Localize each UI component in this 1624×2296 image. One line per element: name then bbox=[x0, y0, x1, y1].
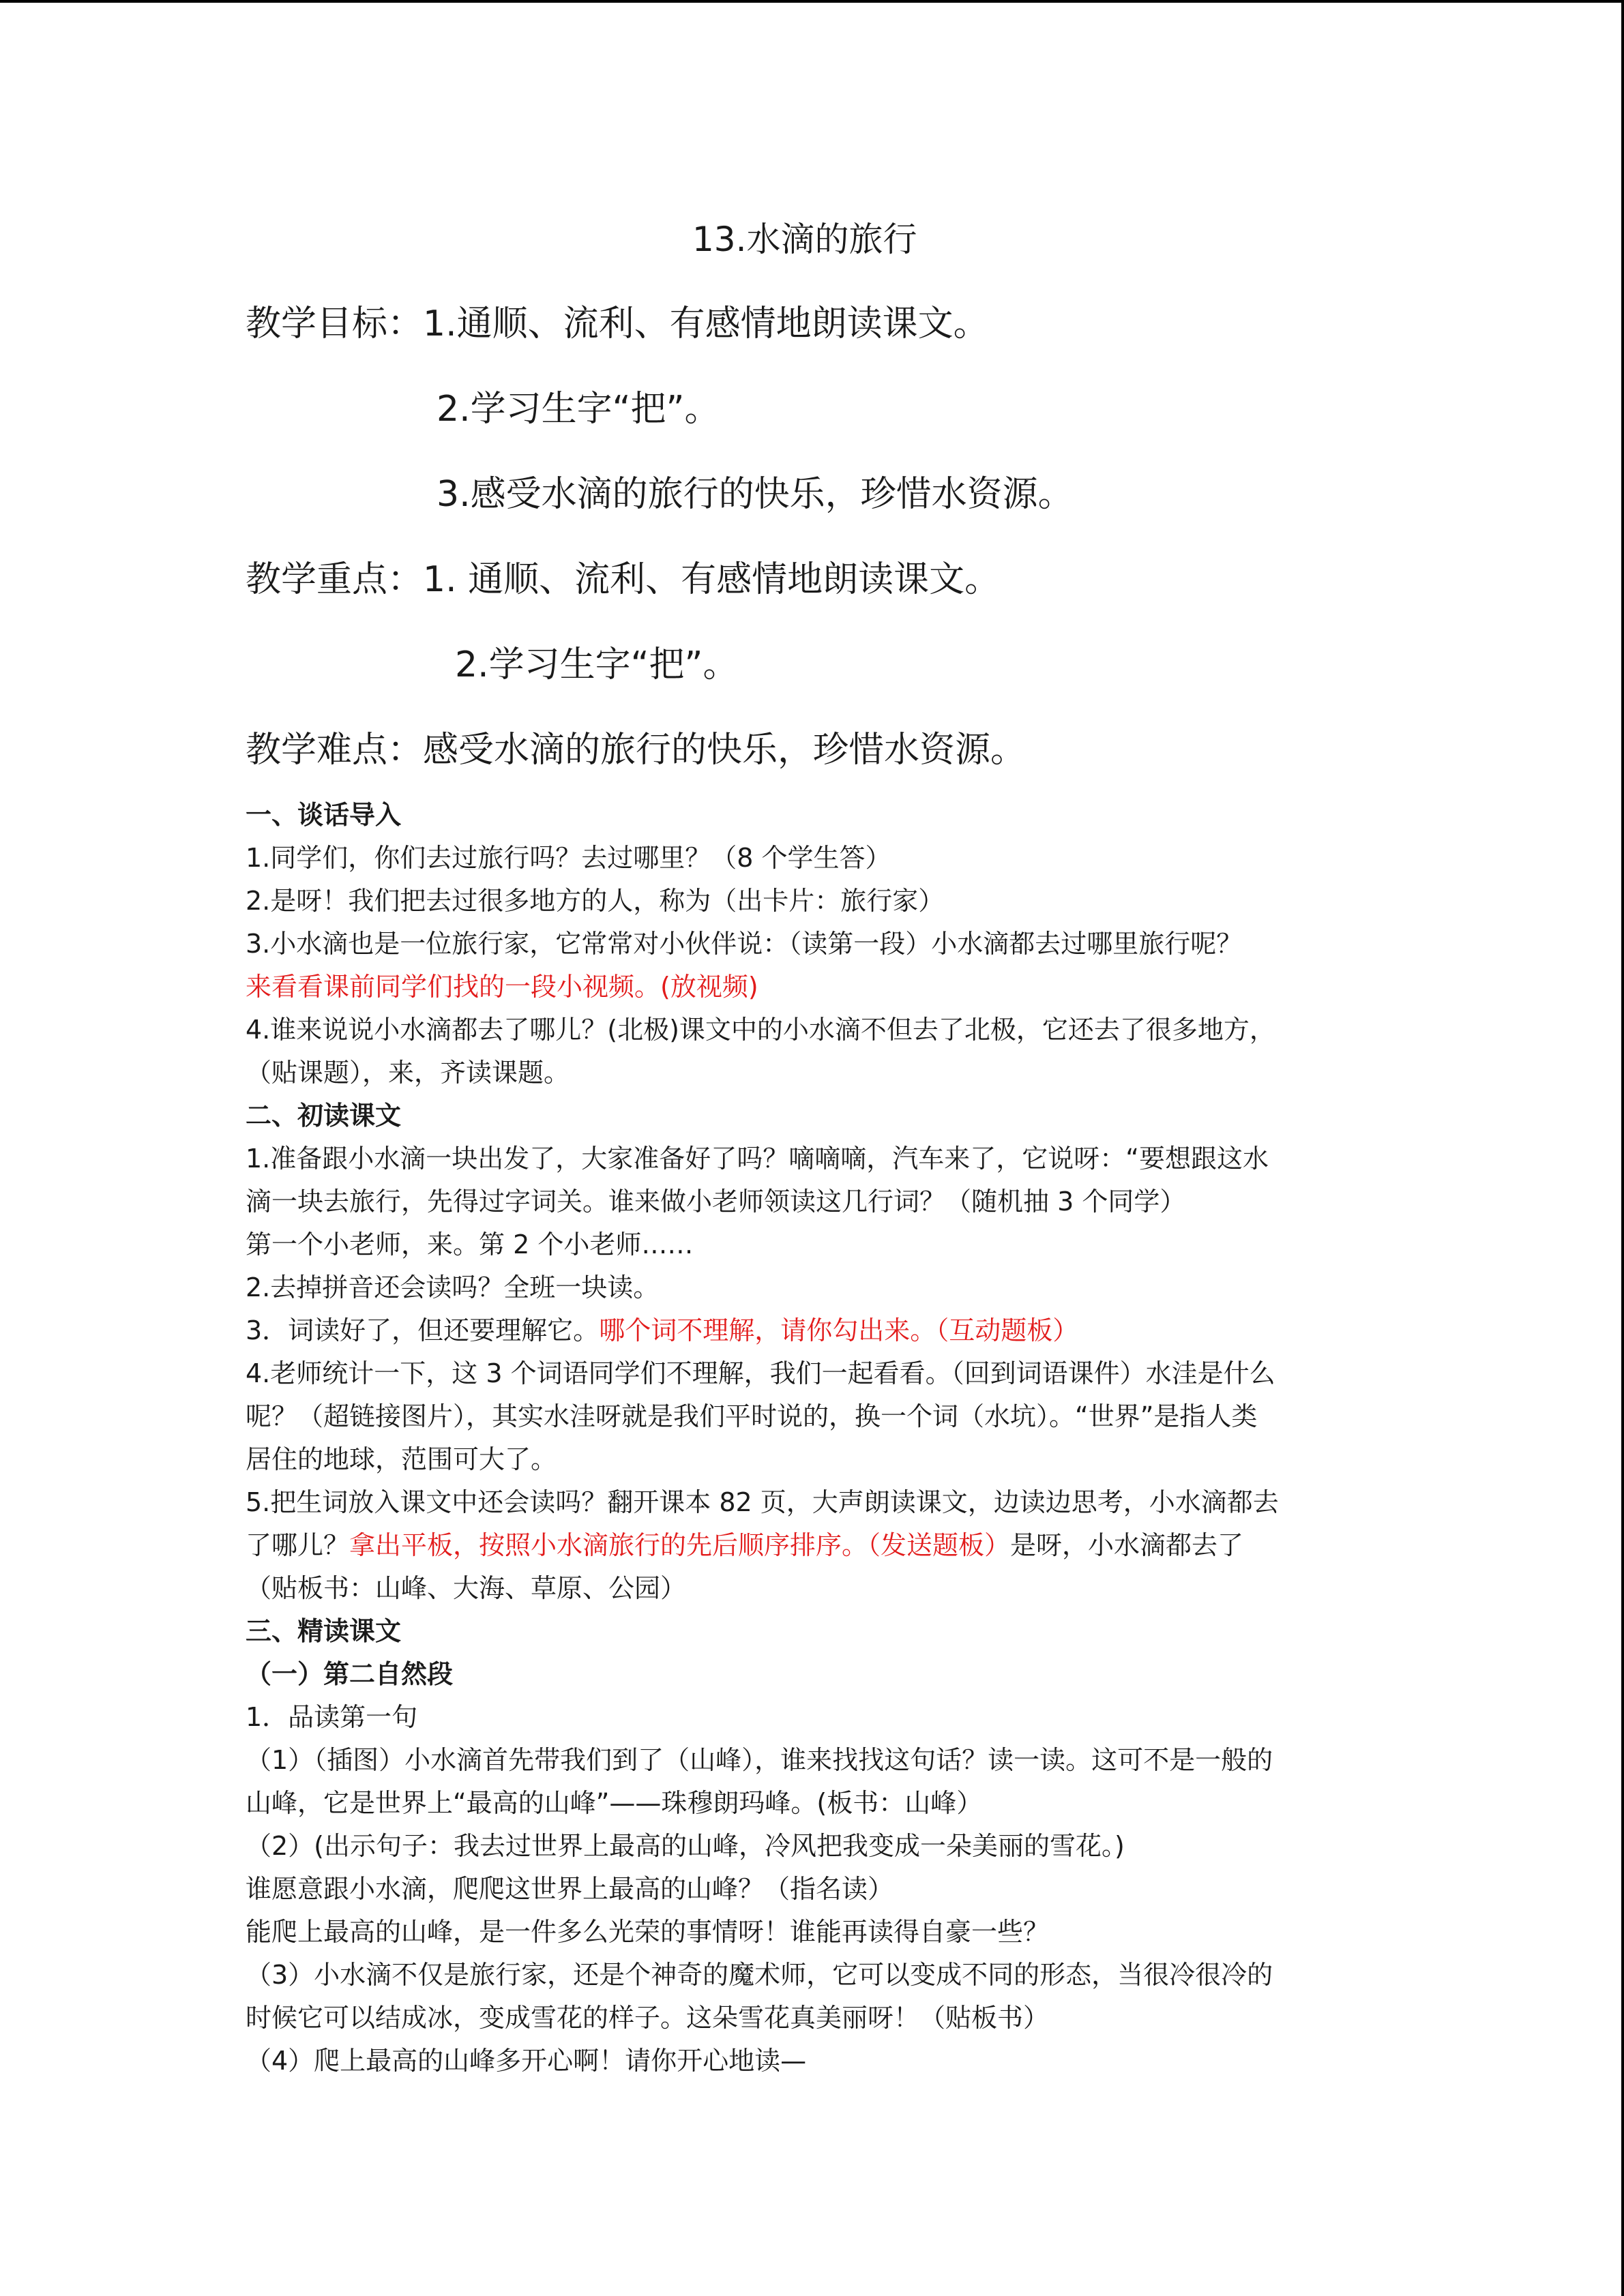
objective-item: 1.通顺、流利、有感情地朗读课文。 bbox=[423, 303, 989, 344]
objectives-row-1 bbox=[246, 301, 989, 347]
paragraph-line: 居住的地球，范围可大了。 bbox=[246, 1444, 557, 1474]
paragraph-line: 1．品读第一句 bbox=[246, 1702, 418, 1732]
subsection-heading: （一）第二自然段 bbox=[246, 1659, 454, 1689]
paragraph-line: 2.去掉拼音还会读吗？全班一块读。 bbox=[246, 1272, 660, 1302]
section-heading: 一、谈话导入 bbox=[246, 800, 402, 830]
highlight-text: 拿出平板，按照小水滴旅行的先后顺序排序。（发送题板） bbox=[349, 1530, 1011, 1560]
difficulty-row bbox=[246, 727, 1026, 773]
lesson-body bbox=[246, 794, 1378, 2083]
key-point-item: 2.学习生字“把”。 bbox=[455, 644, 739, 685]
highlight-line: 来看看课前同学们找的一段小视频。(放视频) bbox=[246, 972, 758, 1002]
paragraph-text: 了哪儿？ bbox=[246, 1530, 350, 1560]
paragraph-line: 能爬上最高的山峰，是一件多么光荣的事情呀！谁能再读得自豪一些？ bbox=[246, 1917, 1050, 1947]
paragraph-line: （3）小水滴不仅是旅行家，还是个神奇的魔术师，它可以变成不同的形态，当很冷很冷的 bbox=[246, 1960, 1273, 1990]
objective-item: 3.感受水滴的旅行的快乐，珍惜水资源。 bbox=[437, 474, 1074, 515]
paragraph-line: 山峰，它是世界上“最高的山峰”——珠穆朗玛峰。(板书：山峰） bbox=[246, 1788, 983, 1818]
paragraph-line: 4.谁来说说小水滴都去了哪儿？(北极)课文中的小水滴不但去了北极，它还去了很多地方， bbox=[246, 1015, 1275, 1045]
section-heading: 二、初读课文 bbox=[246, 1101, 402, 1131]
paragraph-line: 滴一块去旅行，先得过字词关。谁来做小老师领读这几行词？（随机抽 3 个同学） bbox=[246, 1187, 1186, 1217]
paragraph-line: 1.准备跟小水滴一块出发了，大家准备好了吗？嘀嘀嘀，汽车来了，它说呀：“要想跟这水 bbox=[246, 1144, 1269, 1174]
paragraph-line: 3.小水滴也是一位旅行家，它常常对小伙伴说：（读第一段）小水滴都去过哪里旅行呢？ bbox=[246, 929, 1243, 959]
paragraph-text: 是呀，小水滴都去了 bbox=[1010, 1530, 1244, 1560]
page-top-border bbox=[0, 0, 1624, 3]
paragraph-line: （贴课题），来，齐读课题。 bbox=[246, 1058, 570, 1088]
paragraph-line: 时候它可以结成冰，变成雪花的样子。这朵雪花真美丽呀！（贴板书） bbox=[246, 2003, 1050, 2033]
key-points-label: 教学重点： bbox=[246, 559, 424, 600]
highlight-text: 哪个词不理解，请你勾出来。（互动题板） bbox=[599, 1315, 1079, 1345]
paragraph-line: 5.把生词放入课文中还会读吗？翻开课本 82 页，大声朗读课文，边读边思考，小水滴都去 bbox=[246, 1487, 1279, 1517]
paragraph-line: 谁愿意跟小水滴，爬爬这世界上最高的山峰？（指名读） bbox=[246, 1874, 894, 1904]
paragraph-line: 2.是呀！我们把去过很多地方的人，称为（出卡片：旅行家） bbox=[246, 886, 945, 916]
difficulty-label: 教学难点： bbox=[246, 730, 424, 771]
objectives-label: 教学目标： bbox=[246, 303, 424, 344]
objective-item: 2.学习生字“把”。 bbox=[437, 389, 720, 430]
difficulty-text: 感受水滴的旅行的快乐，珍惜水资源。 bbox=[423, 730, 1027, 771]
paragraph-line: （贴板书：山峰、大海、草原、公园） bbox=[246, 1573, 687, 1603]
paragraph-line: （1）（插图）小水滴首先带我们到了（山峰），谁来找找这句话？读一读。这可不是一般的 bbox=[246, 1745, 1273, 1775]
paragraph-line: （4）爬上最高的山峰多开心啊！请你开心地读— bbox=[246, 2046, 807, 2076]
paragraph-line: 第一个小老师，来。第 2 个小老师…… bbox=[246, 1229, 694, 1259]
key-point-item: 1. 通顺、流利、有感情地朗读课文。 bbox=[423, 559, 1001, 600]
paragraph-line: 4.老师统计一下，这 3 个词语同学们不理解，我们一起看看。（回到词语课件）水洼是什么 bbox=[246, 1358, 1275, 1388]
paragraph-text: 3．词读好了，但还要理解它。 bbox=[246, 1315, 600, 1345]
paragraph-line bbox=[246, 1524, 1378, 1567]
paragraph-line: 呢？（超链接图片），其实水洼呀就是我们平时说的，换一个词（水坑）。“世界”是指人类 bbox=[246, 1401, 1258, 1431]
paragraph-line: （2）(出示句子：我去过世界上最高的山峰，冷风把我变成一朵美丽的雪花。) bbox=[246, 1831, 1125, 1861]
key-points-row-1 bbox=[246, 556, 1000, 603]
paragraph-line bbox=[246, 1309, 1378, 1352]
page-right-border bbox=[1621, 0, 1624, 2296]
section-heading: 三、精读课文 bbox=[246, 1616, 402, 1646]
document-title: 13.水滴的旅行 bbox=[692, 220, 917, 259]
paragraph-line: 1.同学们，你们去过旅行吗？去过哪里？（8 个学生答） bbox=[246, 843, 891, 873]
